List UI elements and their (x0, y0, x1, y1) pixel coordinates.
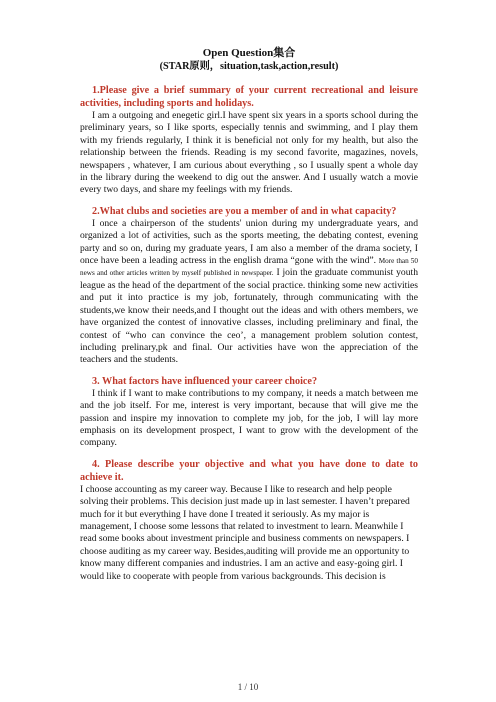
document-body (80, 46, 418, 583)
page-title: Open Question集合 (202, 47, 296, 59)
page-subtitle: (STAR原则，situation,task,action,result) (159, 61, 339, 72)
answer-2-part-b: I join the graduate communist youth league as the head of the department of the social practice. thinking some new activities and put it into practice is my job, fortunately, through communicating with the students,we know their needs,and I thought out the ideas and with others members, we have organized the contest of innovative classes, including preliminary and final, the contest of “who can convince the ceo’, a management problem solution contest, including prelinary,pk and final. Our activities have won the appreciation of the teachers and the students. (80, 267, 418, 366)
answer-3: I think if I want to make contributions to my company, it needs a match between me and the job itself. For me, interest is very important, because that will give me the passion and inspire my innovation to complete my job, for the job, I will lay more emphasis on its development prospect, I want to grow with the development of the company. (80, 387, 418, 449)
answer-2 (80, 218, 418, 367)
answer-2-part-a: I once a chairperson of the students' union during my undergraduate years, and organized a lot of activities, such as the sports meeting, the debating contest, evening party and so on, during my graduate years, I am also a member of the drama society, I once have been a leading actress in the english drama “gone with the wind”. (80, 217, 418, 267)
question-2: 2.What clubs and societies are you a member of and in what capacity? (92, 205, 397, 217)
answer-4: I choose accounting as my career way. Because I like to research and help people solving their problems. This decision just made up in last semester. I haven’t prepared much for it but everything I have done I treated it seriously. As my major is management, I choose some lessons that related to investment to learn. Meanwhile I read some books about investment principle and business comments on newspapers. I choose auditing as my career way. Besides,auditing will provide me an opportunity to know many different companies and industries. I am an active and easy-going girl. I would like to cooperate with people from various backgrounds. This decision is (80, 483, 410, 582)
question-4: 4. Please describe your objective and what you have done to date to achieve it. (80, 458, 418, 483)
answer-1: I am a outgoing and enegetic girl.I have spent six years in a sports school during the preliminary years, so I like sports, especially tennis and swimming, and I play them with my friends regularly, I think it is beneficial not only for my health, but also the relationship between the friends. Reading is my second favorite, magazines, novels, newspapers , whatever, I am curious about everything , so I usually spent a whole day in the library during the weekend to dig out the answer. And I usually watch a movie every two days, and share my feelings with my friends. (80, 110, 418, 196)
question-1: 1.Please give a brief summary of your current recreational and leisure activities, including sports and holidays. (80, 85, 418, 109)
answer-2-small-note: More than 50 news and other articles written by myself published in newspaper. (80, 257, 418, 278)
page-number: 1 / 10 (237, 682, 259, 692)
question-3: 3. What factors have influenced your career choice? (92, 375, 318, 387)
